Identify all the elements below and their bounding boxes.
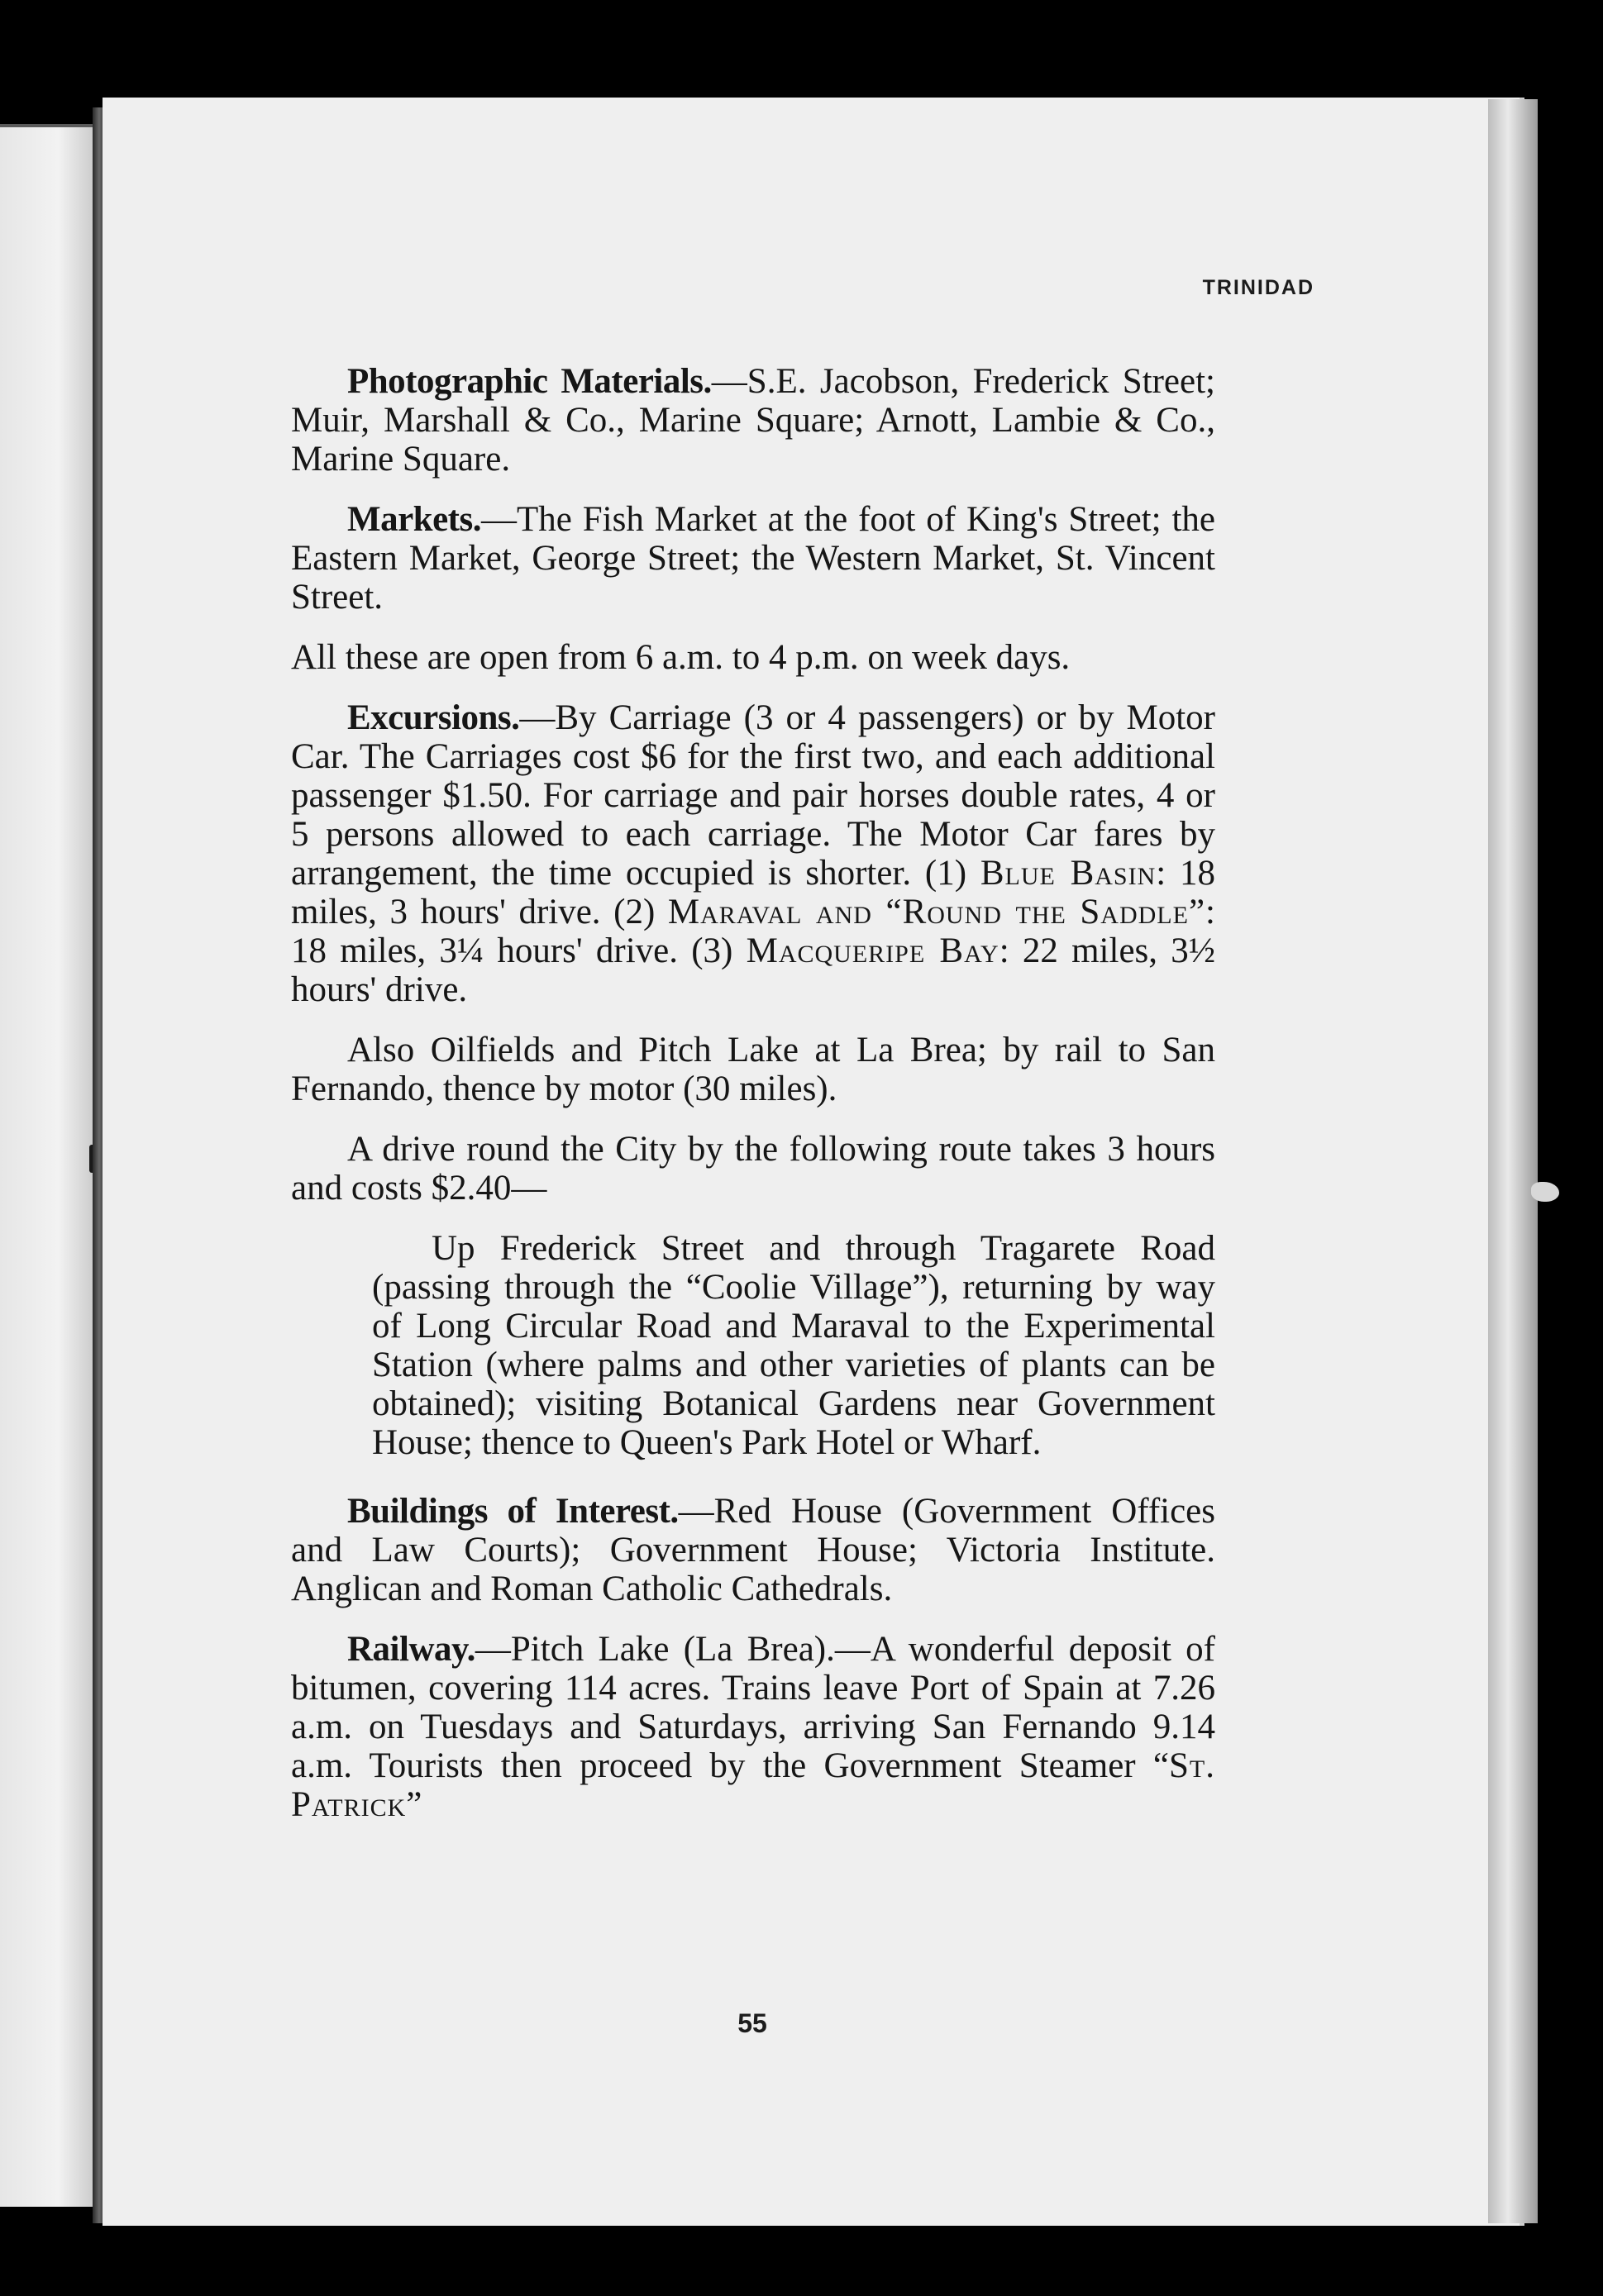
text-buildings: —Red House (Government Offices and Law Courts); Government House; Victoria Institute. Anglican and Roman Catholic Cathedrals.: [291, 1492, 1215, 1608]
route-macqueripe: Macqueripe Bay: [746, 931, 999, 970]
route-maraval-detail: : 18 miles, 3¼ hours' drive. (3): [291, 893, 1215, 970]
paragraph-buildings: [291, 1492, 1215, 1608]
route-macqueripe-detail: : 22 miles, 3½ hours' drive.: [291, 931, 1215, 1009]
paragraph-excursions: [291, 698, 1215, 1009]
heading-excursions: Excursions.: [347, 698, 520, 737]
heading-markets: Markets.: [347, 500, 481, 539]
route-maraval: Maraval and “Round the Saddle”: [667, 893, 1206, 931]
page-number: 55: [737, 2008, 767, 2038]
page-body: [291, 362, 1215, 1846]
city-drive-route: Up Frederick Street and through Tragarete Road (passing through the “Coolie Village”), returning by way of Long Circular Road and Maraval to the Experimental Station (where palms and other varieties of plants can be obtained); visiting Botanical Gardens near Government House; thence to Queen's Park Hotel or Wharf.: [372, 1229, 1215, 1462]
heading-railway: Railway.: [347, 1630, 475, 1669]
paragraph-photographic: [291, 362, 1215, 479]
steamer-name: St. Patrick: [291, 1746, 1215, 1824]
text-markets: —The Fish Market at the foot of King's Street; the Eastern Market, George Street; the Western Market, St. Vincent Street.: [291, 500, 1215, 617]
heading-buildings: Buildings of Interest.: [347, 1492, 679, 1531]
page-edge-stack: [1488, 99, 1538, 2223]
paragraph-railway: [291, 1630, 1215, 1824]
paragraph-oilfields: Also Oilfields and Pitch Lake at La Brea; by rail to San Fernando, thence by motor (30 miles).: [291, 1031, 1215, 1108]
text-railway: —Pitch Lake (La Brea).—A wonderful deposit of bitumen, covering 114 acres. Trains leave Port of Spain at 7.26 a.m. on Tuesdays and Saturdays, arriving San Fernando 9.14 a.m. Tourists then proceed by the Government Steamer “: [291, 1630, 1215, 1785]
paragraph-market-hours: All these are open from 6 a.m. to 4 p.m. on week days.: [291, 638, 1071, 677]
paragraph-city-drive: A drive round the City by the following route takes 3 hours and costs $2.40—: [291, 1130, 1215, 1208]
route-blue-basin: Blue Basin: [980, 854, 1157, 893]
text-railway-end: ”: [406, 1785, 422, 1824]
heading-photographic: Photographic Materials.: [347, 362, 712, 401]
running-head: TRINIDAD: [1202, 276, 1314, 299]
facing-page-edge: [0, 124, 98, 2207]
text-photographic: —S.E. Jacobson, Frederick Street; Muir, Marshall & Co., Marine Square; Arnott, Lambie & Co., Marine Square.: [291, 362, 1215, 479]
route-blue-basin-detail: : 18 miles, 3 hours' drive. (2): [291, 854, 1216, 931]
text-excursions: —By Carriage (3 or 4 passengers) or by Motor Car. The Carriages cost $6 for the first two, and each additional passenger $1.50. For carriage and pair horses double rates, 4 or 5 persons allowed to each carriage. The Motor Car fares by arrangement, the time occupied is shorter. (1): [291, 698, 1215, 893]
edge-tab: [1531, 1182, 1559, 1202]
paragraph-markets: [291, 500, 1215, 617]
